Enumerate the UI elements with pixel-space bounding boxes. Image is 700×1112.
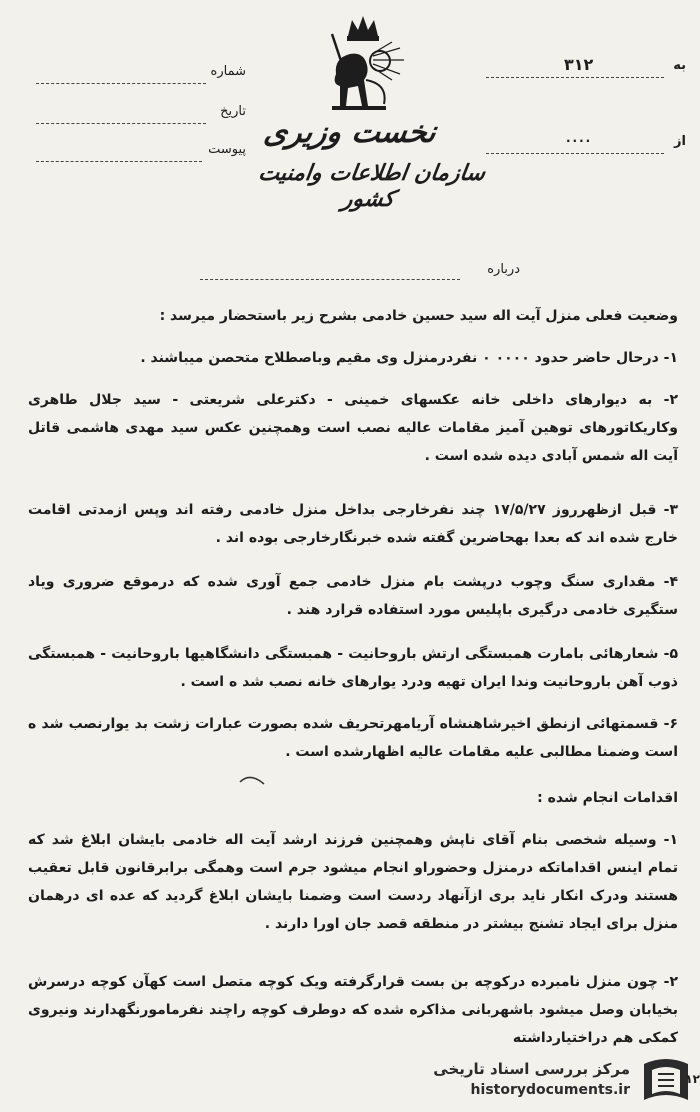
watermark-url: historydocuments.ir — [470, 1082, 630, 1098]
from-field — [486, 131, 686, 158]
lion-and-sun-emblem-icon — [318, 14, 408, 119]
item-6: ۶- قسمتهائی ازنطق اخیرشاهنشاه آریامهرتحریف شده بصورت عبارات زشت بد یوارنصب شد ه است وضمنا مطالبی علیه مقامات عالیه اظهارشده است . — [28, 716, 678, 760]
actions-title: اقدامات انجام شده : — [537, 790, 678, 806]
watermark — [410, 1052, 700, 1110]
item-3: ۳- قبل ازظهرروز ۱۷/۵/۲۷ چند نفرخارجی بداخل منزل خادمی رفته اند وپس ازمدتی اقامت خارج شده اند که بعدا بهحاضرین گفته شده خبرنگارخارجی بوده اند . — [28, 502, 678, 546]
number-field — [36, 64, 246, 88]
intro-paragraph: وضعیت فعلی منزل آیت اله سید حسین خادمی بشرح زیر باستحضار میرسد : — [159, 308, 678, 324]
date-line — [36, 123, 206, 124]
to-field — [486, 55, 686, 82]
date-label: تاریخ — [220, 104, 246, 119]
attachment-field — [36, 142, 246, 166]
to-value: ۳۱۲ — [564, 55, 594, 74]
action-2: ۲- چون منزل نامبرده درکوچه بن بست قرارگرفته ویک کوچه متصل است کهآن کوچه درسرش بخیابان وصل میشود باشهربانی مذاکره شده که دوطرف کوچه راچند نفرمامورنگهدارند ونیروی کمکی هم دراختیارداشته — [28, 974, 678, 1046]
to-line — [486, 77, 664, 78]
item-2: ۲- به دیوارهای داخلی خانه عکسهای خمینی - دکترعلی شریعتی - سید جلال طاهری وکاریکاتورهای توهین آمیز مقامات عالیه نصب است وهمچنین عکس سید مهدی هاشمی قاتل آیت اله شمس آبادی دیده شده است . — [28, 392, 678, 464]
subject-label: درباره — [487, 262, 520, 277]
from-label: از — [674, 134, 686, 149]
from-value: .... — [566, 131, 593, 145]
date-field — [36, 104, 246, 128]
page-number: ۱۲ — [685, 1072, 700, 1086]
subject-line — [200, 279, 460, 280]
watermark-org-name: مرکز بررسی اسناد تاریخی — [433, 1060, 630, 1078]
from-line — [486, 153, 664, 154]
action-1: ۱- وسیله شخصی بنام آقای ناپش وهمچنین فرزند ارشد آیت اله خادمی بایشان ابلاغ شد که تمام اینس اقداماتکه درمنزل وحضوراو انجام میشود جرم است وهمگی برابرقانون قابل تعقیب هستند ودرک انکار ناید بری ازآنهاد ردست است وضمنا بایشان ابلاغ گردید که عده ای درهمان منزل برای ایجاد تشنج بیشتر در منطقه قصد جان اورا دارند . — [28, 832, 678, 932]
number-line — [36, 83, 206, 84]
letterhead-subtitle: سازمان اطلاعات وامنیت کشور — [256, 160, 487, 212]
to-label: به — [673, 58, 686, 73]
number-label: شماره — [210, 64, 246, 79]
attachment-label: پیوست — [208, 142, 246, 157]
subject-field — [200, 262, 520, 284]
item-5: ۵- شعارهائی بامارت همبستگی ارتش باروحانیت - همبستگی دانشگاهیها باروحانیت - همبستگی ذوب آهن باروحانیت وندا ایران تهیه ودرد یوارهای خانه نصب شد ه است . — [28, 646, 678, 690]
item-1: ۱- درحال حاضر حدود ۰۰۰۰ ۰ نفردرمنزل وی مقیم وباصطلاح متحصن میباشند . — [140, 350, 678, 366]
attachment-line — [36, 161, 202, 162]
letterhead-title: نخست وزیری — [261, 115, 439, 150]
item-4: ۴- مقداری سنگ وچوب درپشت بام منزل خادمی جمع آوری شده که درموقع ضروری ویاد ستگیری خادمی درگیری باپلیس مورد استفاده قرارد هند . — [28, 574, 678, 618]
